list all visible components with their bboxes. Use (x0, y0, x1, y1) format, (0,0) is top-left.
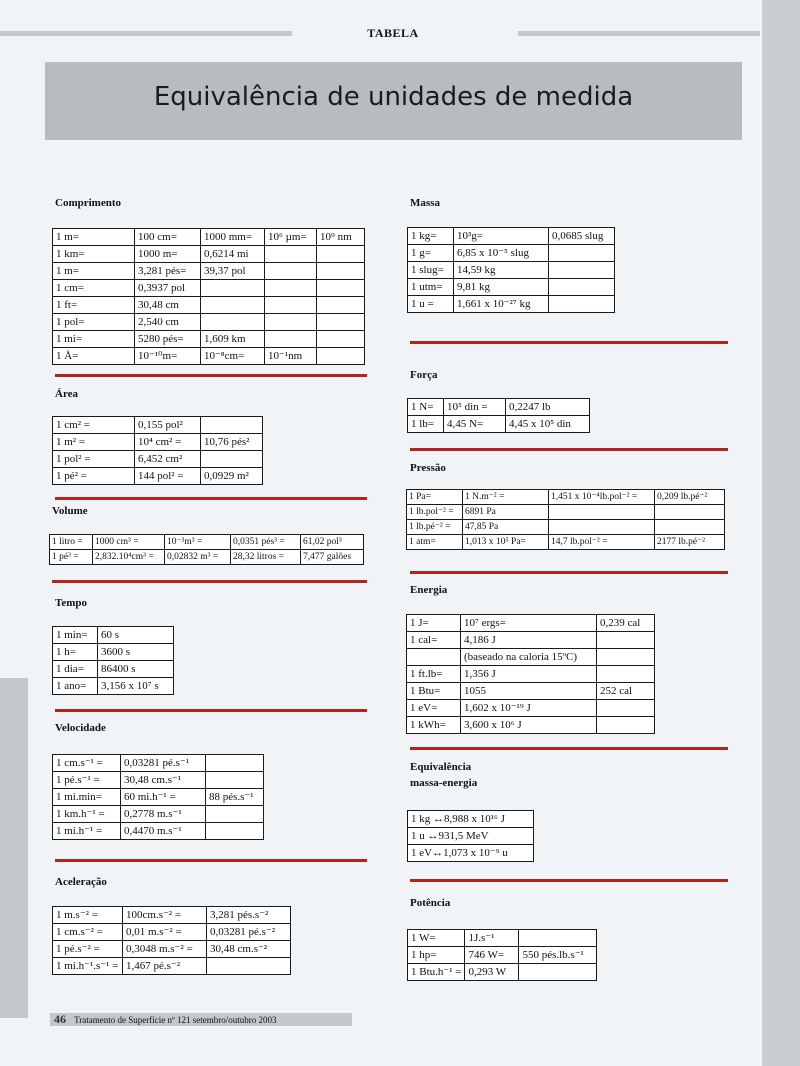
table-cell (549, 279, 615, 296)
table-cell: 61,02 pol³ (301, 535, 364, 550)
divider-comprimento (55, 374, 367, 377)
page-title: Equivalência de unidades de medida (153, 82, 634, 112)
table-cell: 1 cm= (53, 280, 135, 297)
table-cell: 1 m.s⁻² = (53, 907, 123, 924)
table-row (53, 348, 365, 365)
table-cell: 1 pé.s⁻² = (53, 941, 123, 958)
section-title-massa: Massa (410, 197, 440, 209)
table-forca (407, 398, 590, 433)
table-cell: 1 lb.pol⁻² = (407, 505, 463, 520)
table-cell: 3,281 pés= (135, 263, 201, 280)
table-row (50, 535, 364, 550)
table-row (53, 314, 365, 331)
table-row (408, 296, 615, 313)
table-cell (519, 964, 597, 981)
table-cell: 1 u = (408, 296, 454, 313)
table-cell (655, 520, 725, 535)
table-row (53, 678, 174, 695)
table-cell (549, 245, 615, 262)
table-row (408, 845, 534, 862)
table-cell (549, 505, 655, 520)
table-row (407, 505, 725, 520)
table-row (53, 958, 291, 975)
divider-velocidade (55, 859, 367, 862)
table-row (53, 297, 365, 314)
table-cell: 0,6214 mi (201, 246, 265, 263)
table-cell: 9,81 kg (454, 279, 549, 296)
table-cell: 10⁻¹⁰m= (135, 348, 201, 365)
table-cell (265, 314, 317, 331)
table-cell: 550 pés.lb.s⁻¹ (519, 947, 597, 964)
section-title-equivalencia: Equivalência (410, 761, 472, 773)
table-cell: 86400 s (98, 661, 174, 678)
table-cell: 1 cal= (407, 632, 461, 649)
table-energia (406, 614, 655, 734)
table-cell: 0,03281 pé.s⁻¹ (121, 755, 206, 772)
table-cell: 1 dia= (53, 661, 98, 678)
divider-area (55, 497, 367, 500)
section-title-forca: Força (410, 369, 438, 381)
table-cell: 1 litro = (50, 535, 93, 550)
table-cell: 1000 mm= (201, 229, 265, 246)
table-cell: 28,32 litros = (231, 550, 301, 565)
table-cell: 1 eV= (407, 700, 461, 717)
table-cell: 1 utm= (408, 279, 454, 296)
table-cell: 1 eV↔1,073 x 10⁻⁹ u (408, 845, 534, 862)
divider-equivalencia (410, 879, 728, 882)
table-row (53, 246, 365, 263)
table-cell (317, 280, 365, 297)
table-cell (317, 331, 365, 348)
table-cell: 10⁶ µm= (265, 229, 317, 246)
table-row (53, 468, 263, 485)
table-cell (201, 451, 263, 468)
table-cell: 0,0351 pés³ = (231, 535, 301, 550)
table-cell (317, 314, 365, 331)
table-row (53, 417, 263, 434)
table-cell: 144 pol² = (135, 468, 201, 485)
divider-volume (52, 580, 367, 583)
table-cell: 0,155 pol² (135, 417, 201, 434)
section-title-potencia: Potência (410, 897, 451, 909)
table-row (53, 644, 174, 661)
section-title-area: Área (55, 388, 79, 400)
table-cell: 7,477 galões (301, 550, 364, 565)
table-row (408, 262, 615, 279)
table-cell: 1 Btu= (407, 683, 461, 700)
table-row (53, 263, 365, 280)
table-cell: 0,293 W (465, 964, 519, 981)
table-cell: 10,76 pés² (201, 434, 263, 451)
table-row (407, 666, 655, 683)
table-row (53, 229, 365, 246)
table-row (53, 823, 264, 840)
table-cell: 14,59 kg (454, 262, 549, 279)
table-row (407, 615, 655, 632)
table-row (53, 924, 291, 941)
table-cell: 1 pé² = (53, 468, 135, 485)
table-cell: 60 s (98, 627, 174, 644)
table-potencia (407, 929, 597, 981)
table-cell: 10⁹ nm (317, 229, 365, 246)
table-row (407, 649, 655, 666)
footer-text: Tratamento de Superfície nº 121 setembro/outubro 2003 (74, 1015, 277, 1025)
table-cell (201, 297, 265, 314)
table-cell (407, 649, 461, 666)
table-cell: 252 cal (597, 683, 655, 700)
table-cell: 6,452 cm² (135, 451, 201, 468)
table-cell: 1 hp= (408, 947, 465, 964)
table-row (407, 700, 655, 717)
table-row (53, 772, 264, 789)
table-cell: 0,4470 m.s⁻¹ (121, 823, 206, 840)
right-edge-strip (762, 0, 800, 1066)
table-comprimento (52, 228, 365, 365)
table-cell: 0,03281 pé.s⁻² (207, 924, 291, 941)
table-row (407, 520, 725, 535)
table-cell (206, 823, 264, 840)
table-row (53, 941, 291, 958)
table-row (53, 280, 365, 297)
table-cell (655, 505, 725, 520)
table-cell (317, 263, 365, 280)
table-row (50, 550, 364, 565)
table-aceleracao (52, 906, 291, 975)
section-title-pressao: Pressão (410, 462, 446, 474)
table-cell: 47,85 Pa (463, 520, 549, 535)
table-row (408, 416, 590, 433)
table-cell (549, 520, 655, 535)
header-label: TABELA (367, 26, 419, 40)
table-cell (597, 632, 655, 649)
table-cell (597, 649, 655, 666)
table-cell: 0,3048 m.s⁻² = (123, 941, 207, 958)
table-equivalencia (407, 810, 534, 862)
table-cell (201, 417, 263, 434)
table-cell: 1J.s⁻¹ (465, 930, 519, 947)
table-cell: 1 m= (53, 263, 135, 280)
table-cell: 1 cm.s⁻¹ = (53, 755, 121, 772)
section-title-velocidade: Velocidade (55, 722, 106, 734)
table-area (52, 416, 263, 485)
table-row (408, 947, 597, 964)
table-row (53, 806, 264, 823)
table-cell: 10⁵ din = (444, 399, 506, 416)
table-cell: 1 km= (53, 246, 135, 263)
table-cell: 0,209 lb.pé⁻² (655, 490, 725, 505)
table-cell: 1 pol= (53, 314, 135, 331)
table-cell: 0,0685 slug (549, 228, 615, 245)
table-cell: 10⁻⁸cm= (201, 348, 265, 365)
table-row (408, 279, 615, 296)
table-cell: 1 mi.min= (53, 789, 121, 806)
table-cell: 39,37 pol (201, 263, 265, 280)
page-number: 46 (54, 1012, 66, 1026)
table-cell (549, 262, 615, 279)
table-cell: 1 mi.h⁻¹ = (53, 823, 121, 840)
table-cell: 1 N.m⁻² = (463, 490, 549, 505)
table-cell: 10⁻¹nm (265, 348, 317, 365)
left-margin-tab (0, 678, 28, 1018)
table-cell: (baseado na caloria 15ºC) (461, 649, 597, 666)
table-cell: 1000 cm³ = (93, 535, 165, 550)
table-volume (49, 534, 364, 565)
table-cell: 1000 m= (135, 246, 201, 263)
table-cell: 3,281 pés.s⁻² (207, 907, 291, 924)
table-row (53, 789, 264, 806)
table-cell: 1 Pa= (407, 490, 463, 505)
table-cell: 10⁷ ergs= (461, 615, 597, 632)
table-cell: 3,156 x 10⁷ s (98, 678, 174, 695)
table-cell (265, 246, 317, 263)
table-cell: 6,85 x 10⁻⁵ slug (454, 245, 549, 262)
table-cell: 1 N= (408, 399, 444, 416)
table-cell: 30,48 cm (135, 297, 201, 314)
table-cell: 1 g= (408, 245, 454, 262)
table-cell: 746 W= (465, 947, 519, 964)
table-cell: 100 cm= (135, 229, 201, 246)
table-cell (317, 246, 365, 263)
table-cell: 1,356 J (461, 666, 597, 683)
table-row (408, 964, 597, 981)
table-cell: 0,02832 m³ = (165, 550, 231, 565)
table-cell (265, 280, 317, 297)
table-cell: 1,451 x 10⁻⁴lb.pol⁻² = (549, 490, 655, 505)
table-cell: 1 mi= (53, 331, 135, 348)
table-cell: 10⁴ cm² = (135, 434, 201, 451)
table-row (408, 811, 534, 828)
section-title-aceleracao: Aceleração (55, 876, 107, 888)
table-pressao (406, 489, 725, 550)
table-cell (207, 958, 291, 975)
table-cell: 6891 Pa (463, 505, 549, 520)
table-cell (317, 348, 365, 365)
table-cell: 1 Å= (53, 348, 135, 365)
table-row (408, 828, 534, 845)
page-footer (50, 1013, 352, 1026)
table-row (408, 930, 597, 947)
table-cell: 0,3937 pol (135, 280, 201, 297)
divider-forca (410, 448, 728, 451)
table-row (53, 627, 174, 644)
table-cell: 2,540 cm (135, 314, 201, 331)
table-cell (549, 296, 615, 313)
table-cell: 0,2247 lb (506, 399, 590, 416)
table-cell: 1 pé³ = (50, 550, 93, 565)
table-cell: 4,45 x 10⁵ din (506, 416, 590, 433)
table-cell (201, 314, 265, 331)
table-row (408, 228, 615, 245)
table-cell (201, 280, 265, 297)
table-cell: 1 kg ↔8,988 x 10¹⁶ J (408, 811, 534, 828)
table-cell: 1 km.h⁻¹ = (53, 806, 121, 823)
section-title-comprimento: Comprimento (55, 197, 121, 209)
section-title-tempo: Tempo (55, 597, 87, 609)
table-cell: 1 ano= (53, 678, 98, 695)
table-cell: 1 pol² = (53, 451, 135, 468)
table-cell: 60 mi.h⁻¹ = (121, 789, 206, 806)
table-cell: 100cm.s⁻² = (123, 907, 207, 924)
table-row (408, 245, 615, 262)
table-cell: 10⁻³m³ = (165, 535, 231, 550)
table-cell: 5280 pés= (135, 331, 201, 348)
table-row (407, 717, 655, 734)
table-cell: 1 cm² = (53, 417, 135, 434)
table-cell: 1 m= (53, 229, 135, 246)
table-cell: 2,832.10⁴cm³ = (93, 550, 165, 565)
table-cell: 1,609 km (201, 331, 265, 348)
table-cell: 1,661 x 10⁻²⁷ kg (454, 296, 549, 313)
table-cell: 1 J= (407, 615, 461, 632)
table-cell: 1,467 pé.s⁻² (123, 958, 207, 975)
table-cell: 1 Btu.h⁻¹ = (408, 964, 465, 981)
table-cell: 0,01 m.s⁻² = (123, 924, 207, 941)
section-title-volume: Volume (52, 505, 88, 517)
table-cell (265, 331, 317, 348)
table-cell: 14,7 lb.pol⁻² = (549, 535, 655, 550)
table-cell (317, 297, 365, 314)
table-cell: 1 W= (408, 930, 465, 947)
table-cell: 1 kg= (408, 228, 454, 245)
table-cell: 3,600 x 10⁶ J (461, 717, 597, 734)
table-cell: 88 pés.s⁻¹ (206, 789, 264, 806)
table-cell: 1 atm= (407, 535, 463, 550)
table-row (53, 331, 365, 348)
table-cell: 1 kWh= (407, 717, 461, 734)
table-cell: 1 ft= (53, 297, 135, 314)
table-cell: 30,48 cm.s⁻² (207, 941, 291, 958)
table-cell: 4,45 N= (444, 416, 506, 433)
table-cell: 1 lb.pé⁻² = (407, 520, 463, 535)
table-row (53, 907, 291, 924)
table-cell (206, 772, 264, 789)
table-cell (265, 297, 317, 314)
table-cell: 1 mi.h⁻¹.s⁻¹ = (53, 958, 123, 975)
table-cell: 3600 s (98, 644, 174, 661)
table-cell: 1,013 x 10⁵ Pa= (463, 535, 549, 550)
table-row (53, 661, 174, 678)
table-cell: 1,602 x 10⁻¹⁹ J (461, 700, 597, 717)
table-cell (206, 755, 264, 772)
table-cell: 1 lb= (408, 416, 444, 433)
table-cell: 4,186 J (461, 632, 597, 649)
table-cell: 1 slug= (408, 262, 454, 279)
table-row (407, 535, 725, 550)
table-row (53, 755, 264, 772)
table-cell: 2177 lb.pé⁻² (655, 535, 725, 550)
divider-massa (410, 341, 728, 344)
table-cell: 0,2778 m.s⁻¹ (121, 806, 206, 823)
table-row (407, 683, 655, 700)
table-row (407, 632, 655, 649)
table-cell: 1 min= (53, 627, 98, 644)
table-row (408, 399, 590, 416)
divider-tempo (55, 709, 367, 712)
table-row (53, 451, 263, 468)
table-cell: 1 m² = (53, 434, 135, 451)
table-cell: 0,239 cal (597, 615, 655, 632)
section-subtitle-equivalencia: massa-energia (410, 777, 478, 789)
table-cell: 1 cm.s⁻² = (53, 924, 123, 941)
table-massa (407, 227, 615, 313)
table-cell: 10³g= (454, 228, 549, 245)
table-cell: 1 pé.s⁻¹ = (53, 772, 121, 789)
table-cell: 1055 (461, 683, 597, 700)
table-cell (265, 263, 317, 280)
table-velocidade (52, 754, 264, 840)
table-cell (597, 666, 655, 683)
table-cell (597, 700, 655, 717)
divider-pressao (410, 571, 728, 574)
table-cell (597, 717, 655, 734)
table-row (53, 434, 263, 451)
table-cell (206, 806, 264, 823)
divider-energia (410, 747, 728, 750)
table-cell: 1 h= (53, 644, 98, 661)
table-cell: 0,0929 m² (201, 468, 263, 485)
table-cell: 1 ft.lb= (407, 666, 461, 683)
table-row (407, 490, 725, 505)
table-cell: 30,48 cm.s⁻¹ (121, 772, 206, 789)
table-cell (519, 930, 597, 947)
table-tempo (52, 626, 174, 695)
section-title-energia: Energia (410, 584, 448, 596)
table-cell: 1 u ↔931,5 MeV (408, 828, 534, 845)
